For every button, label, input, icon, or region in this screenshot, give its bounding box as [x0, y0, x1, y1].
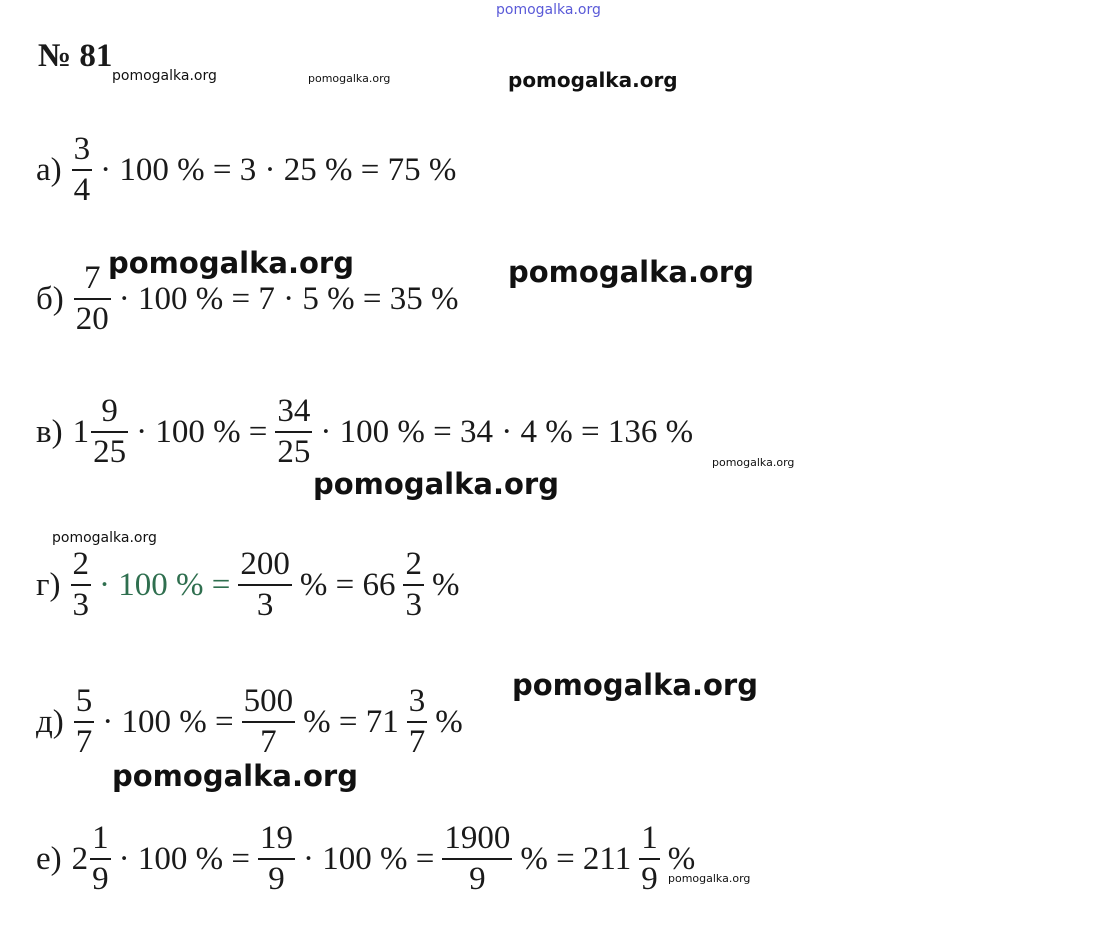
- numerator: 200: [240, 546, 290, 582]
- expression-text: · 100 % = 7 · 5 % = 35 %: [118, 280, 459, 317]
- expression-text: · 100 % =: [136, 413, 268, 450]
- watermark: pomogalka.org: [112, 68, 217, 84]
- expression-text: · 100 % = 34 · 4 % = 136 %: [320, 413, 694, 450]
- equation-v: [36, 395, 697, 469]
- fraction: [639, 822, 660, 896]
- fraction: [238, 548, 292, 622]
- watermark: pomogalka.org: [508, 255, 754, 289]
- expression-text: · 100 % =: [118, 840, 250, 877]
- expression-text: · 100 % =: [99, 566, 231, 603]
- numerator: 7: [84, 260, 101, 296]
- item-label: б): [36, 280, 64, 317]
- expression-text: % = 211: [520, 840, 632, 877]
- equation-d: [36, 685, 467, 759]
- denominator: 25: [277, 434, 311, 470]
- numerator: 3: [73, 131, 91, 167]
- numerator: 5: [75, 683, 93, 719]
- denominator: 7: [408, 724, 426, 760]
- denominator: 25: [93, 434, 127, 470]
- numerator: 1: [92, 820, 109, 856]
- numerator: 1900: [444, 820, 511, 856]
- item-label: г): [36, 566, 61, 603]
- numerator: 19: [259, 820, 293, 856]
- numerator: 1: [641, 820, 658, 856]
- numerator: 3: [408, 683, 426, 719]
- watermark: pomogalka.org: [112, 759, 358, 793]
- denominator: 9: [469, 861, 486, 897]
- denominator: 7: [260, 724, 277, 760]
- equation-b: [36, 262, 462, 336]
- fraction: [71, 548, 92, 622]
- whole-part: 2: [71, 840, 89, 877]
- watermark: pomogalka.org: [712, 456, 795, 469]
- fraction: [258, 822, 295, 896]
- watermark: pomogalka.org: [508, 68, 678, 92]
- watermark: pomogalka.org: [52, 530, 157, 546]
- item-label: а): [36, 151, 62, 188]
- expression-text: · 100 % = 3 · 25 % = 75 %: [100, 151, 457, 188]
- fraction: [242, 685, 296, 759]
- fraction: [74, 685, 95, 759]
- watermark: pomogalka.org: [108, 246, 354, 280]
- expression-text: %: [431, 566, 460, 603]
- item-label: в): [36, 413, 63, 450]
- denominator: 9: [268, 861, 285, 897]
- denominator: 9: [92, 861, 109, 897]
- expression-text: %: [667, 840, 696, 877]
- numerator: 500: [243, 683, 294, 719]
- fraction: [407, 685, 428, 759]
- expression-text: %: [435, 703, 463, 740]
- watermark: pomogalka.org: [512, 668, 758, 702]
- denominator: 7: [75, 724, 93, 760]
- denominator: 3: [405, 587, 422, 623]
- fraction: [275, 395, 312, 469]
- numerator: 2: [72, 546, 90, 582]
- equation-e: [36, 822, 699, 896]
- denominator: 9: [641, 861, 658, 897]
- denominator: 3: [256, 587, 274, 623]
- fraction: [442, 822, 512, 896]
- denominator: 20: [75, 301, 109, 337]
- fraction: [90, 822, 111, 896]
- denominator: 4: [73, 172, 91, 208]
- expression-text: · 100 % =: [102, 703, 234, 740]
- watermark-top: pomogalka.org: [496, 2, 601, 18]
- numerator: 34: [277, 393, 311, 429]
- fraction: [72, 133, 93, 207]
- item-label: д): [36, 703, 64, 740]
- watermark: pomogalka.org: [668, 872, 751, 885]
- fraction: [74, 262, 111, 336]
- problem-title: № 81: [38, 38, 113, 74]
- whole-part: 1: [72, 413, 90, 450]
- denominator: 3: [72, 587, 90, 623]
- numerator: 9: [101, 393, 118, 429]
- equation-g: [36, 548, 463, 622]
- fraction: [403, 548, 424, 622]
- item-label: е): [36, 840, 62, 877]
- equation-a: [36, 133, 460, 207]
- numerator: 2: [405, 546, 422, 582]
- watermark: pomogalka.org: [313, 467, 559, 501]
- expression-text: · 100 % =: [302, 840, 435, 877]
- fraction: [91, 395, 128, 469]
- expression-text: % = 71: [303, 703, 399, 740]
- expression-text: % = 66: [299, 566, 396, 603]
- watermark: pomogalka.org: [308, 72, 391, 85]
